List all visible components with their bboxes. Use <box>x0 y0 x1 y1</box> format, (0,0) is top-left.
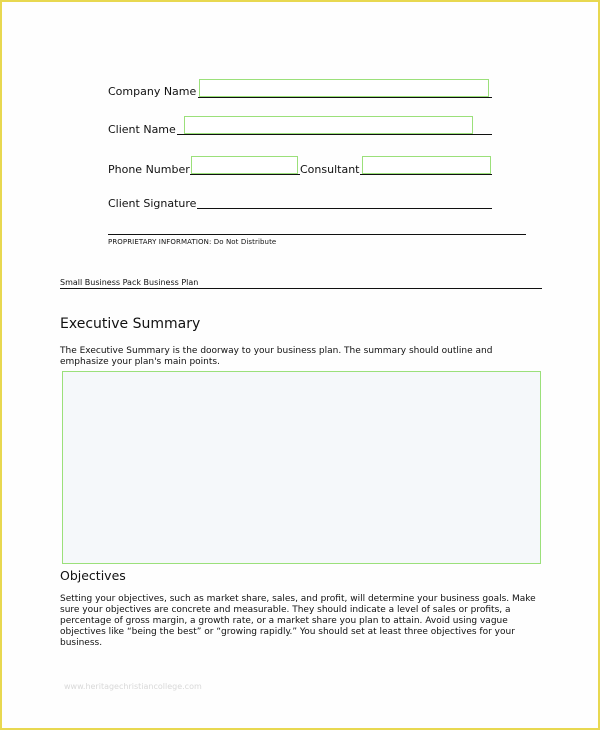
consultant-label: Consultant <box>300 163 360 176</box>
objectives-line: objectives like “being the best” or “growing rapidly.” You should set at least three objectives for your <box>60 627 515 637</box>
phone-number-underline <box>190 174 300 175</box>
executive-summary-line: emphasize your plan's main points. <box>60 357 220 367</box>
plan-title: Small Business Pack Business Plan <box>60 278 199 287</box>
company-name-field[interactable] <box>199 79 489 97</box>
company-name-label: Company Name <box>108 85 197 98</box>
executive-summary-line: The Executive Summary is the doorway to your business plan. The summary should outline and <box>60 346 493 356</box>
objectives-line: Setting your objectives, such as market share, sales, and profit, will determine your business goals. Make <box>60 594 536 604</box>
consultant-field[interactable] <box>362 156 491 174</box>
client-signature-line[interactable] <box>197 208 492 209</box>
proprietary-note: PROPRIETARY INFORMATION: Do Not Distribute <box>108 238 277 246</box>
executive-summary-textbox[interactable] <box>62 371 541 564</box>
phone-number-label: Phone Number <box>108 163 190 176</box>
client-signature-label: Client Signature <box>108 197 197 210</box>
objectives-line: percentage of gross margin, a growth rate, or a market share you plan to attain. Avoid using vague <box>60 616 508 626</box>
objectives-heading: Objectives <box>60 568 126 583</box>
phone-number-field[interactable] <box>191 156 298 174</box>
executive-summary-heading: Executive Summary <box>60 316 201 332</box>
executive-summary-text <box>60 346 540 368</box>
objectives-text <box>60 594 550 649</box>
watermark: www.heritagechristiancollege.com <box>64 682 202 691</box>
objectives-line: business. <box>60 638 103 648</box>
company-name-underline <box>198 97 492 98</box>
client-name-underline <box>177 134 492 135</box>
client-name-label: Client Name <box>108 123 176 136</box>
objectives-line: sure your objectives are concrete and measurable. They should indicate a level of sales or profits, a <box>60 605 511 615</box>
proprietary-rule <box>108 234 526 235</box>
client-name-field[interactable] <box>184 116 473 134</box>
consultant-underline <box>360 174 492 175</box>
plan-title-rule <box>60 288 542 289</box>
